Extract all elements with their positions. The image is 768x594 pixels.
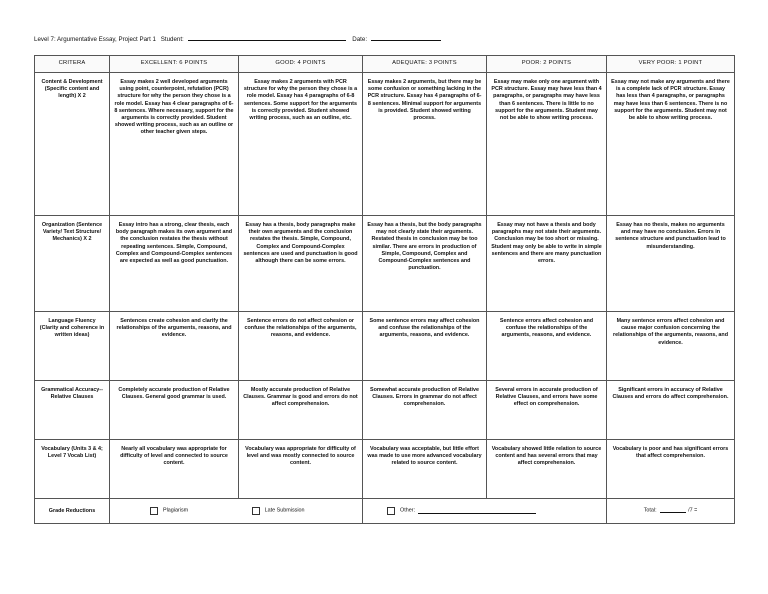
table-row	[35, 73, 735, 216]
table-cell: Many sentence errors affect cohesion and cause major confusion concerning the relationships of the arguments, reasons, and evidence.	[607, 312, 735, 381]
table-cell: Significant errors in accuracy of Relative Clauses and errors do affect comprehension.	[607, 381, 735, 440]
rubric-table	[34, 55, 735, 524]
table-cell: Several errors in accurate production of Relative Clauses, and errors have some effect on comprehension.	[487, 381, 607, 440]
table-cell: Essay intro has a strong, clear thesis, each body paragraph makes its own argument and the conclusion restates the thesis without repeating sentences. Simple, Compound, Complex and Compound-Complex sentences are expected as well as good punctuation.	[110, 216, 239, 312]
table-cell: Vocabulary was acceptable, but little effort was made to use more advanced vocabulary related to source content.	[363, 440, 487, 499]
other-checkbox[interactable]	[387, 507, 395, 515]
table-cell: Nearly all vocabulary was appropriate for difficulty of level and connected to source content.	[110, 440, 239, 499]
date-label: Date:	[352, 36, 368, 43]
column-header-adequate: ADEQUATE: 3 POINTS	[363, 56, 487, 73]
criteria-organization: Organization (Sentence Variety/ Text Structure/ Mechanics) X 2	[35, 216, 110, 312]
student-name-field[interactable]	[188, 34, 346, 41]
table-cell: Mostly accurate production of Relative Clauses. Grammar is good and errors do not affect comprehension.	[239, 381, 363, 440]
table-cell: Essay may not have a thesis and body paragraphs may not state their arguments. Conclusion may be too short or missing. Student may only be able to write in simple sentences and there are many punctuation errors.	[487, 216, 607, 312]
total-suffix: /7 =	[688, 507, 698, 514]
column-header-poor: POOR: 2 POINTS	[487, 56, 607, 73]
late-submission-checkbox[interactable]	[252, 507, 260, 515]
table-cell: Vocabulary showed little relation to source content and has several errors that may affect comprehension.	[487, 440, 607, 499]
header-row	[35, 56, 735, 73]
date-field[interactable]	[371, 34, 441, 41]
total-score-field[interactable]	[660, 507, 686, 513]
reduction-options-cell	[110, 499, 363, 524]
plagiarism-checkbox[interactable]	[150, 507, 158, 515]
column-header-good: GOOD: 4 POINTS	[239, 56, 363, 73]
column-header-excellent: EXCELLENT: 6 POINTS	[110, 56, 239, 73]
other-reduction-cell	[363, 499, 607, 524]
table-cell: Essay may not make any arguments and there is a complete lack of PCR structure. Essay has less than 4 paragraphs, or paragraphs may have less than 6 sentences. There is no support for the arguments. Student may not be able to show writing process.	[607, 73, 735, 216]
table-row	[35, 216, 735, 312]
total-label: Total:	[643, 507, 657, 514]
document-header	[34, 34, 441, 43]
student-label: Student:	[160, 36, 184, 43]
table-cell: Vocabulary was appropriate for difficulty of level and was mostly connected to source content.	[239, 440, 363, 499]
table-row	[35, 312, 735, 381]
late-submission-label: Late Submission	[264, 507, 305, 514]
table-cell: Essay has no thesis, makes no arguments and may have no conclusion. Errors in sentence structure and punctuation lead to misunderstanding.	[607, 216, 735, 312]
plagiarism-label: Plagiarism	[163, 507, 189, 514]
column-header-very-poor: VERY POOR: 1 POINT	[607, 56, 735, 73]
other-label: Other:	[400, 507, 415, 514]
table-cell: Essay may make only one argument with PCR structure. Essay may have less than 4 paragraphs, or paragraphs may have less than 6 sentences. There is little to no support for the arguments. Student may not be able to show writing process.	[487, 73, 607, 216]
table-cell: Essay makes 2 arguments, but there may be some confusion or something lacking in the PCR structure. Essay has 4 paragraphs of 6-8 sentences. Minimal support for arguments is provided. Student showed writing process.	[363, 73, 487, 216]
criteria-vocabulary: Vocabulary (Units 3 & 4; Level 7 Vocab List)	[35, 440, 110, 499]
table-cell: Essay makes 2 arguments with PCR structure for why the person they chose is a role model. Essay has 4 paragraphs of 6-8 sentences. Some support for the arguments is correctly provided. Student showed writing process, such as an outline, etc.	[239, 73, 363, 216]
table-cell: Essay has a thesis, body paragraphs make their own arguments and the conclusion restates the thesis. Simple, Compound, Complex and Compound-Complex sentences are used and punctuation is good although there can be some errors.	[239, 216, 363, 312]
criteria-content: Content & Development (Specific content and length) X 2	[35, 73, 110, 216]
criteria-grammatical-accuracy: Grammatical Accuracy-- Relative Clauses	[35, 381, 110, 440]
table-cell: Vocabulary is poor and has significant errors that affect comprehension.	[607, 440, 735, 499]
table-row	[35, 381, 735, 440]
table-cell: Completely accurate production of Relative Clauses. General good grammar is used.	[110, 381, 239, 440]
table-row	[35, 440, 735, 499]
table-cell: Essay makes 2 well developed arguments using point, counterpoint, refutation (PCR) structure for why the person they chose is a role model. Essay has 4 clear paragraphs of 6-8 sentences. Where necessary, support for the arguments is correctly provided. Student showed writing process, such as an outline or other teacher given steps.	[110, 73, 239, 216]
grade-reductions-row	[35, 499, 735, 524]
grade-reductions-label: Grade Reductions	[35, 499, 110, 524]
total-cell	[607, 499, 735, 524]
table-cell: Sentence errors do not affect cohesion or confuse the relationships of the arguments, reasons, and evidence.	[239, 312, 363, 381]
column-header-criteria: CRITERA	[35, 56, 110, 73]
other-reason-field[interactable]	[418, 508, 536, 514]
document-title: Level 7: Argumentative Essay, Project Part 1	[34, 36, 156, 43]
criteria-language-fluency: Language Fluency (Clarity and coherence in written ideas)	[35, 312, 110, 381]
table-cell: Essay has a thesis, but the body paragraphs may not clearly state their arguments. Restated thesis in conclusion may be too similar. There are errors in production of Simple, Compound, Complex and Compound-Complex sentences and punctuation.	[363, 216, 487, 312]
table-cell: Somewhat accurate production of Relative Clauses. Errors in grammar do not affect comprehension.	[363, 381, 487, 440]
table-cell: Some sentence errors may affect cohesion and confuse the relationships of the arguments, reasons, and evidence.	[363, 312, 487, 381]
table-cell: Sentence errors affect cohesion and confuse the relationships of the arguments, reasons, and evidence.	[487, 312, 607, 381]
table-cell: Sentences create cohesion and clarify the relationships of the arguments, reasons, and evidence.	[110, 312, 239, 381]
